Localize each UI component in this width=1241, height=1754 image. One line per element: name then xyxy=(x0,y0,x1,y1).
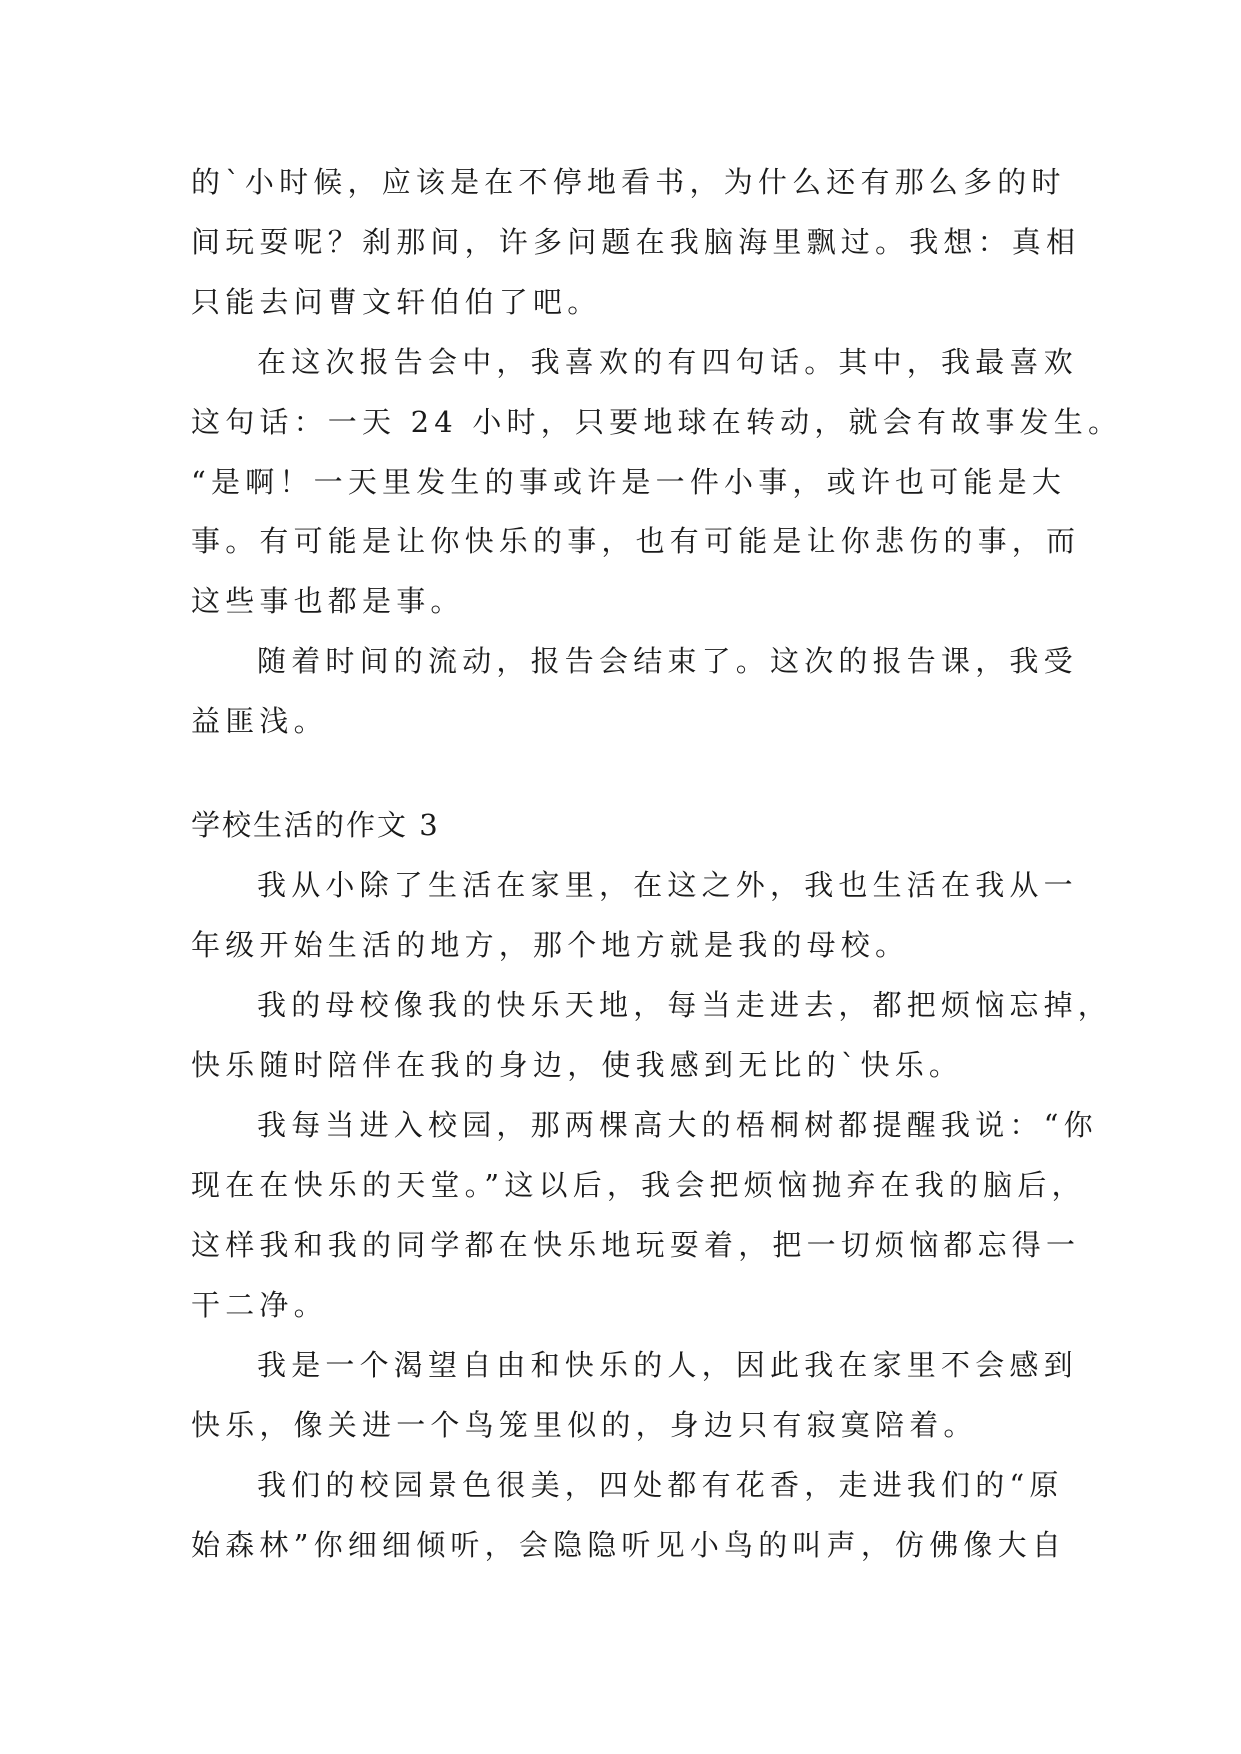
text-line: 的`小时候，应该是在不停地看书，为什么还有那么多的时 xyxy=(191,165,1066,199)
text-line: 快乐，像关进一个鸟笼里似的，身边只有寂寞陪着。 xyxy=(191,1408,978,1442)
paragraph-first-line: 随着时间的流动，报告会结束了。这次的报告课，我受 xyxy=(257,644,1078,678)
paragraph-first-line: 我的母校像我的快乐天地，每当走进去，都把烦恼忘掉， xyxy=(257,988,1113,1022)
text-line: 现在在快乐的天堂。”这以后，我会把烦恼抛弃在我的脑后， xyxy=(191,1168,1086,1202)
text-line: 这样我和我的同学都在快乐地玩耍着，把一切烦恼都忘得一 xyxy=(191,1228,1081,1262)
text-line: 事。有可能是让你快乐的事，也有可能是让你悲伤的事，而 xyxy=(191,524,1081,558)
paragraph-first-line: 我是一个渴望自由和快乐的人，因此我在家里不会感到 xyxy=(257,1348,1078,1382)
text-line: 干二净。 xyxy=(191,1288,328,1322)
text-line: 间玩耍呢？刹那间，许多问题在我脑海里飘过。我想：真相 xyxy=(191,225,1081,259)
text-line: “是啊！一天里发生的事或许是一件小事，或许也可能是大 xyxy=(191,465,1067,499)
text-line: 始森林”你细细倾听，会隐隐听见小鸟的叫声，仿佛像大自 xyxy=(191,1528,1067,1562)
section-heading: 学校生活的作文 3 xyxy=(191,808,440,842)
paragraph-first-line: 我每当进入校园，那两棵高大的梧桐树都提醒我说：“你 xyxy=(257,1108,1098,1142)
text-line: 这些事也都是事。 xyxy=(191,584,465,618)
text-line: 只能去问曹文轩伯伯了吧。 xyxy=(191,285,602,319)
text-line: 益匪浅。 xyxy=(191,704,328,738)
text-line: 年级开始生活的地方，那个地方就是我的母校。 xyxy=(191,928,910,962)
text-line: 这句话：一天 24 小时，只要地球在转动，就会有故事发生。 xyxy=(191,405,1123,439)
paragraph-first-line: 我从小除了生活在家里，在这之外，我也生活在我从一 xyxy=(257,868,1078,902)
paragraph-first-line: 在这次报告会中，我喜欢的有四句话。其中，我最喜欢 xyxy=(257,345,1078,379)
text-line: 快乐随时陪伴在我的身边，使我感到无比的`快乐。 xyxy=(191,1048,964,1082)
paragraph-first-line: 我们的校园景色很美，四处都有花香，走进我们的“原 xyxy=(257,1468,1064,1502)
